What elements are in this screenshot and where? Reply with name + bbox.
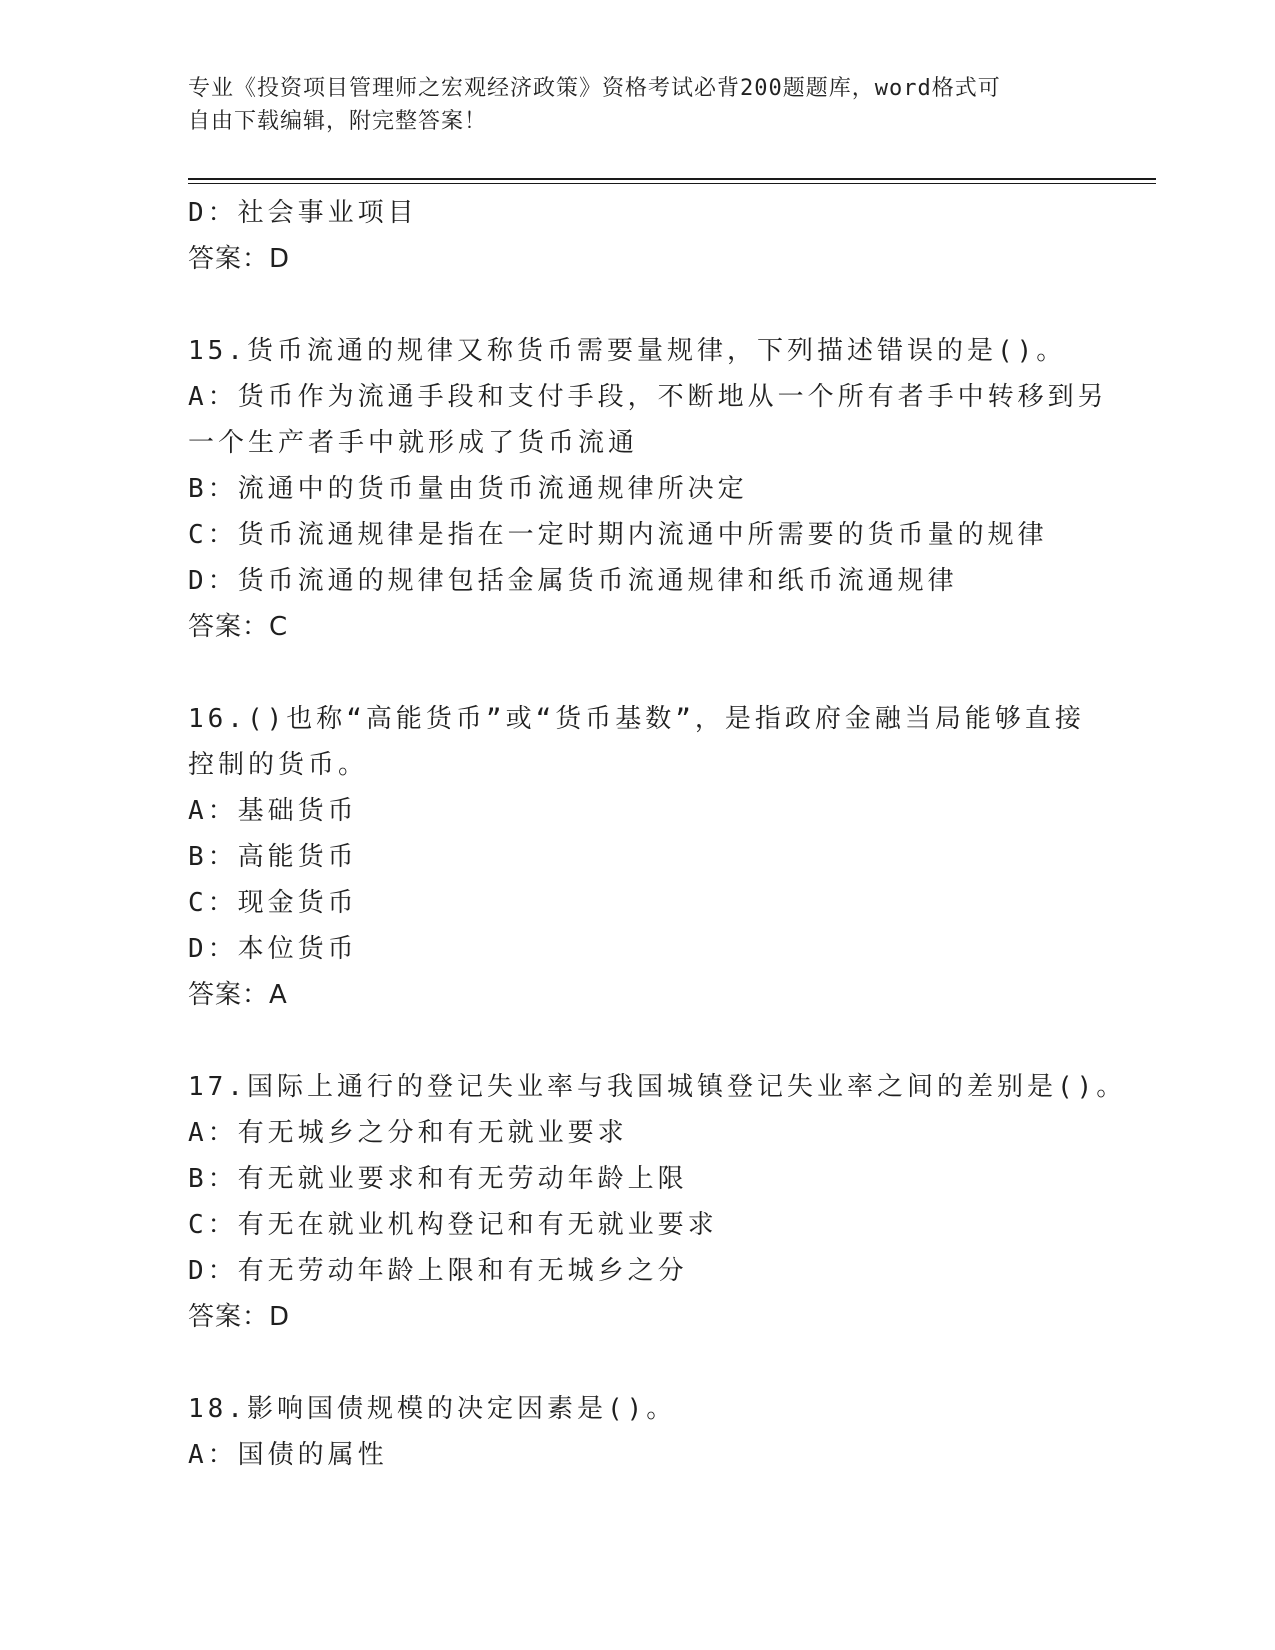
- question-stem: 18.影响国债规模的决定因素是()。: [188, 1394, 677, 1424]
- spacer: [188, 650, 1088, 696]
- option-c: C：货币流通规律是指在一定时期内流通中所需要的货币量的规律: [188, 520, 1048, 550]
- option-d: D：本位货币: [188, 934, 358, 964]
- question-stem: 15.货币流通的规律又称货币需要量规律，下列描述错误的是()。: [188, 336, 1067, 366]
- option-a: A：有无城乡之分和有无就业要求: [188, 1118, 628, 1148]
- answer-line: 答案：D: [188, 244, 291, 274]
- question-stem: 16.()也称“高能货币”或“货币基数”，是指政府金融当局能够直接: [188, 704, 1085, 734]
- option-a: A：基础货币: [188, 796, 358, 826]
- option-a: A：国债的属性: [188, 1440, 388, 1470]
- option-b: B：高能货币: [188, 842, 358, 872]
- previous-question-tail: [188, 190, 1088, 282]
- option-c: C：有无在就业机构登记和有无就业要求: [188, 1210, 718, 1240]
- option-a: A：货币作为流通手段和支付手段，不断地从一个所有者手中转移到另: [188, 382, 1108, 412]
- option-d: D：货币流通的规律包括金属货币流通规律和纸币流通规律: [188, 566, 958, 596]
- option-b: B：流通中的货币量由货币流通规律所决定: [188, 474, 748, 504]
- question-list: [188, 190, 1127, 1478]
- question-stem: 17.国际上通行的登记失业率与我国城镇登记失业率之间的差别是()。: [188, 1072, 1127, 1102]
- option-c: C：现金货币: [188, 888, 358, 918]
- option-d: D：有无劳动年龄上限和有无城乡之分: [188, 1256, 688, 1286]
- question-18: [188, 1386, 1088, 1478]
- option-b: B：有无就业要求和有无劳动年龄上限: [188, 1164, 688, 1194]
- spacer: [188, 1340, 1088, 1386]
- option-d: D：社会事业项目: [188, 198, 418, 228]
- question-15: [188, 328, 1108, 650]
- question-stem-continued: 控制的货币。: [188, 750, 369, 780]
- document-header: [188, 72, 1068, 138]
- question-16: [188, 696, 1088, 1018]
- question-17: [188, 1064, 1127, 1340]
- option-a-continued: 一个生产者手中就形成了货币流通: [188, 428, 639, 458]
- answer-line: 答案：D: [188, 1302, 291, 1332]
- spacer: [188, 1018, 1088, 1064]
- spacer: [188, 282, 1088, 328]
- answer-line: 答案：A: [188, 980, 288, 1010]
- header-line-1: 专业《投资项目管理师之宏观经济政策》资格考试必背200题题库，word格式可: [188, 76, 1001, 101]
- header-line-2: 自由下载编辑，附完整答案！: [188, 109, 488, 134]
- header-divider-thin: [188, 183, 1156, 184]
- answer-line: 答案：C: [188, 612, 289, 642]
- header-divider-thick: [188, 178, 1156, 180]
